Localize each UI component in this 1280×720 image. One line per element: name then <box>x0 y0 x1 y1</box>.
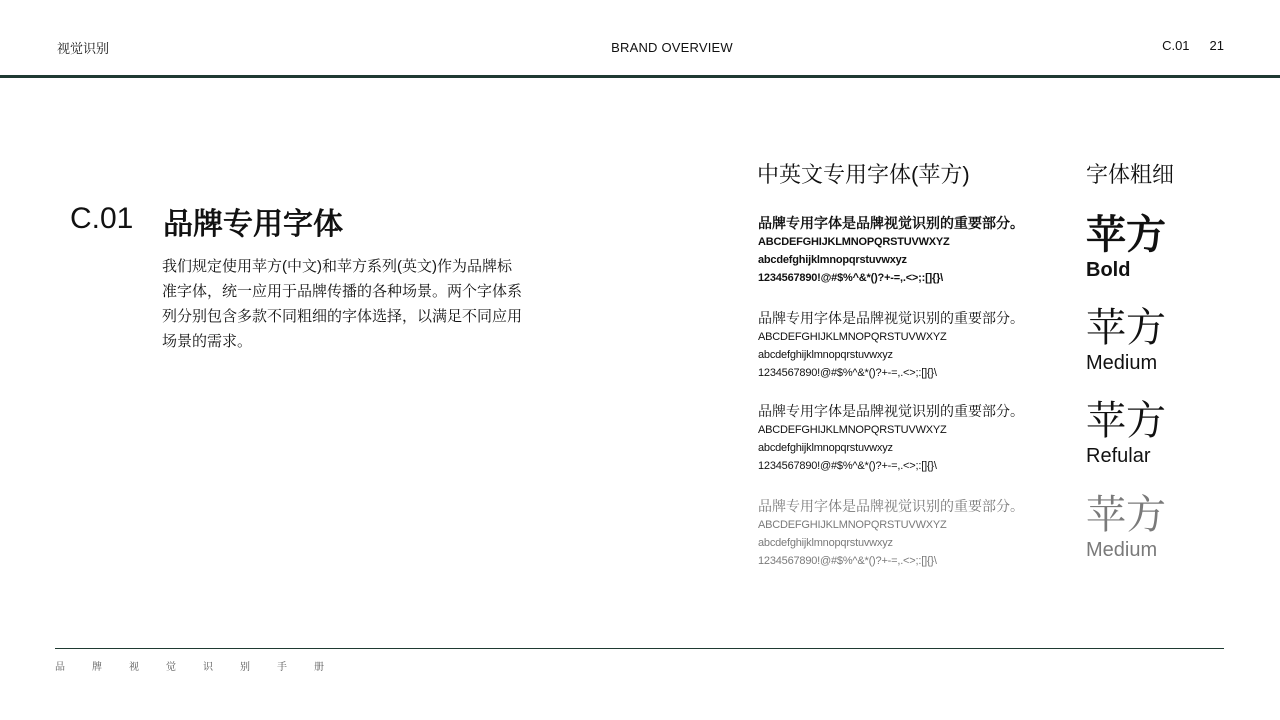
footer-divider <box>55 648 1224 649</box>
header-section-label: 视觉识别 <box>57 41 110 56</box>
header-page-info <box>1162 38 1224 53</box>
section-code: C.01 <box>70 202 134 235</box>
weight-name: Refular <box>1086 445 1151 467</box>
weight-name: Medium <box>1086 352 1158 374</box>
font-column-heading: 中英文专用字体(苹方) <box>757 162 970 187</box>
sample-uppercase: ABCDEFGHIJKLMNOPQRSTUVWXYZ <box>758 424 947 436</box>
weight-glyph: 苹方 <box>1086 213 1166 257</box>
section-description: 我们规定使用苹方(中文)和苹方系列(英文)作为品牌标准字体，统一应用于品牌传播的各种场景。两个字体系列分别包含多款不同粗细的字体选择，以满足不同应用场景的需求。 <box>162 258 523 350</box>
section-title: 品牌专用字体 <box>163 208 343 241</box>
sample-digits: 1234567890!@#$%^&*()?+-=,.<>;:[]{}\ <box>758 367 937 379</box>
header-title: BRAND OVERVIEW <box>611 40 733 55</box>
sample-uppercase: ABCDEFGHIJKLMNOPQRSTUVWXYZ <box>758 519 947 531</box>
sample-lowercase: abcdefghijklmnopqrstuvwxyz <box>758 254 907 266</box>
sample-chinese-text: 品牌专用字体是品牌视觉识别的重要部分。 <box>758 403 1024 419</box>
sample-uppercase: ABCDEFGHIJKLMNOPQRSTUVWXYZ <box>758 236 950 248</box>
sample-lowercase: abcdefghijklmnopqrstuvwxyz <box>758 442 893 454</box>
sample-chinese-text: 品牌专用字体是品牌视觉识别的重要部分。 <box>758 498 1024 514</box>
font-sample-bold <box>758 213 1078 287</box>
sample-digits: 1234567890!@#$%^&*()?+-=,.<>;:[]{}\ <box>758 460 937 472</box>
font-sample-medium <box>758 308 1078 382</box>
weight-specimen-bold <box>1086 212 1166 282</box>
footer-manual-title: 品牌视觉识别手册 <box>55 662 351 673</box>
weight-name: Medium <box>1086 539 1158 561</box>
header-section-code: C.01 <box>1162 38 1190 53</box>
sample-digits: 1234567890!@#$%^&*()?+-=,.<>;:[]{}\ <box>758 272 944 284</box>
weight-specimen-light <box>1086 492 1166 562</box>
sample-uppercase: ABCDEFGHIJKLMNOPQRSTUVWXYZ <box>758 331 947 343</box>
sample-digits: 1234567890!@#$%^&*()?+-=,.<>;:[]{}\ <box>758 555 937 567</box>
font-sample-regular <box>758 401 1078 475</box>
weight-specimen-regular <box>1086 398 1166 468</box>
weight-column-heading: 字体粗细 <box>1086 162 1175 187</box>
page-number: 21 <box>1209 38 1224 53</box>
weight-name: Bold <box>1086 259 1131 281</box>
sample-chinese-text: 品牌专用字体是品牌视觉识别的重要部分。 <box>758 310 1024 326</box>
weight-glyph: 苹方 <box>1086 493 1166 537</box>
weight-glyph: 苹方 <box>1086 399 1166 443</box>
weight-specimen-medium <box>1086 305 1166 375</box>
sample-lowercase: abcdefghijklmnopqrstuvwxyz <box>758 537 893 549</box>
header-divider <box>0 75 1280 78</box>
weight-glyph: 苹方 <box>1086 306 1166 350</box>
sample-lowercase: abcdefghijklmnopqrstuvwxyz <box>758 349 893 361</box>
font-sample-light <box>758 496 1078 570</box>
sample-chinese-text: 品牌专用字体是品牌视觉识别的重要部分。 <box>758 215 1024 231</box>
